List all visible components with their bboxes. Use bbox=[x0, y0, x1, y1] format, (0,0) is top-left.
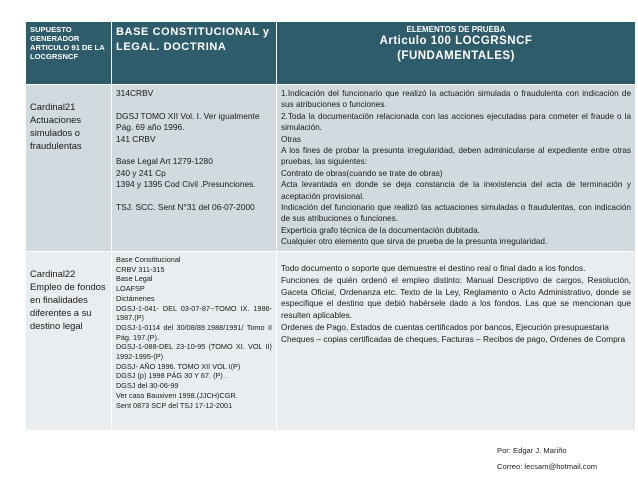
cardinal-code: Cardinal22 bbox=[30, 268, 76, 279]
base-line: DGSJ-1-0114 del 30/08/89.1988/1991/ Tomo II Pág. 197.(P). bbox=[116, 322, 272, 342]
supuesto-label: Actuaciones simulados o fraudulentas bbox=[30, 114, 82, 151]
table-row bbox=[26, 252, 636, 431]
element-line: Todo documento o soporte que demuestre el destino real o final dado a los fondos. bbox=[281, 263, 586, 273]
element-line: Otras bbox=[281, 134, 302, 144]
element-line: Cualquier otro elemento que sirva de prueba de la presunta irregularidad. bbox=[281, 237, 548, 247]
elements-cell bbox=[277, 252, 636, 431]
header-articulo: Articulo 100 LOCGRSNCF bbox=[379, 35, 533, 47]
element-line: Funciones de quién ordenó el empleo distinto: Manual Descriptivo de cargos, Resolución, Gaceta Oficial, Ordenanza etc. Texto de la Ley, Reglamento o Acto Administrativo, donde se especifique el destino que debió habérsele dado a los fondos. Las que se mencionan que resulten aplicables. bbox=[281, 274, 631, 321]
table-row bbox=[26, 85, 636, 252]
element-line: 2.Toda la documentación relacionada con las acciones ejecutadas para cometer el fraude o la simulación. bbox=[281, 111, 631, 133]
base-line: Ver caso Bauxiven 1998.(JJCH)CGR. bbox=[116, 390, 238, 400]
header-elementos bbox=[277, 22, 636, 85]
header-fundamentales: (FUNDAMENTALES) bbox=[397, 50, 515, 62]
base-cell bbox=[112, 252, 277, 431]
base-line: TSJ. SCC. Sent N°31 del 06-07-2000 bbox=[116, 201, 255, 212]
element-line: A los fines de probar la presunta irregularidad, deben adminicularse al expediente entre otras pruebas, las siguientes: bbox=[281, 146, 631, 167]
elements-cell bbox=[277, 85, 636, 252]
base-line: 1394 y 1395 Cod Civil .Presunciones. bbox=[116, 179, 256, 189]
base-cell bbox=[112, 85, 277, 252]
footer-author: Por: Edgar J. Mariño bbox=[497, 446, 567, 455]
base-line: LOAFSP bbox=[116, 284, 145, 294]
header-elementos-title: ELEMENTOS DE PRUEBA bbox=[406, 25, 506, 34]
base-line: 240 y 241 Cp bbox=[116, 167, 166, 178]
base-line: Base Legal bbox=[116, 274, 153, 284]
element-line: Acta levantada en donde se deja constancia de la inexistencia del acta de terminación y aceptación provisional. bbox=[281, 180, 631, 201]
base-line: DGSJ- AÑO 1996. TOMO XII VOL I(P) bbox=[116, 361, 241, 371]
element-line: Indicación del funcionario que realizó las actuaciones simuladas o fraudulentas, con indicación de sus atribuciones o funciones. bbox=[281, 203, 631, 224]
header-supuesto: SUPUESTO GENERADOR ARTICULO 91 DE LA LOCGRSNCF bbox=[26, 22, 112, 85]
element-line: Contrato de obras(cuando se trate de obras) bbox=[281, 168, 443, 178]
base-line: DGSJ-1-041- DEL 03-07-87--TOMO IX. 1986-1987.(P) bbox=[116, 303, 272, 323]
base-line: DGSJ-1-088-DEL 23-10-95 (TOMO XI. VOL II) 1992-1995-(P) bbox=[116, 342, 272, 362]
base-line: CRBV 311-315 bbox=[116, 264, 165, 274]
cardinal-code: Cardinal21 bbox=[30, 101, 76, 112]
base-line: Sent 0873 SCP del TSJ 17-12-2001 bbox=[116, 400, 233, 410]
supuesto-cell bbox=[26, 252, 112, 431]
table-header-row bbox=[26, 22, 636, 85]
base-line: DGSJ TOMO XII Vol. I. Ver igualmente Pág. 69 año 1996. bbox=[116, 110, 260, 132]
base-line: DGSJ (p) 1998 PÁG 30 Y 67. (P) . bbox=[116, 371, 227, 381]
footer-email: Correo: lecsam@hotmail.com bbox=[497, 462, 598, 471]
header-base: BASE CONSTITUCIONAL y LEGAL. DOCTRINA bbox=[112, 22, 277, 85]
element-line: Cheques – copias certificadas de cheques, Facturas – Recibos de pago, Ordenes de Compra bbox=[281, 333, 626, 344]
evidence-table bbox=[25, 21, 636, 431]
element-line: Experticia grafo técnica de la documentación dubitada. bbox=[281, 225, 480, 235]
element-line: Ordenes de Pago, Estados de cuentas certificados por bancos, Ejecución presupuestaria bbox=[281, 321, 609, 332]
supuesto-label: Empleo de fondos en finalidades diferentes a su destino legal bbox=[30, 281, 106, 331]
base-line: DGSJ del 30-06-99 bbox=[116, 381, 179, 391]
base-line: Base Constitucional bbox=[116, 255, 181, 264]
base-line: 314CRBV bbox=[116, 88, 154, 98]
supuesto-cell bbox=[26, 85, 112, 252]
base-line: Dictámenes bbox=[116, 293, 155, 303]
element-line: 1.Indicación del funcionario que realizó la actuación simulada o fraudulenta con indicación de sus atribuciones o funciones. bbox=[281, 89, 631, 110]
base-line: Base Legal Art 1279-1280 bbox=[116, 156, 213, 166]
base-line: 141 CRBV bbox=[116, 133, 156, 144]
